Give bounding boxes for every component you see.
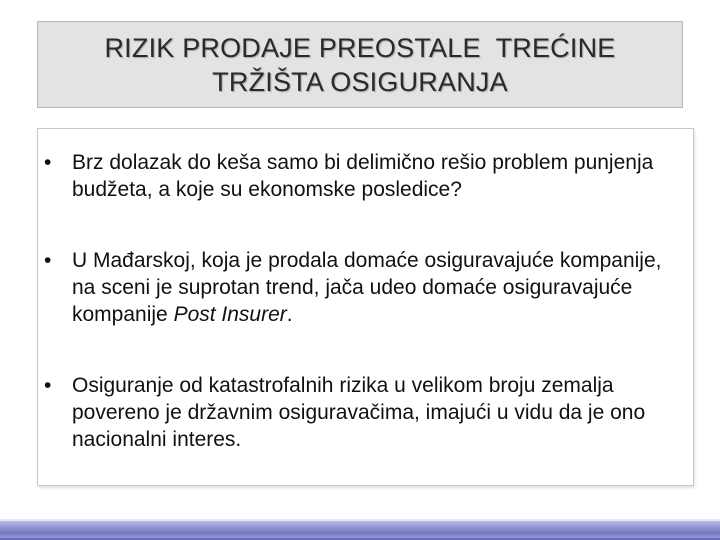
bullet-item: [38, 149, 678, 203]
bullet-dot-icon: •: [44, 151, 52, 174]
slide-title-line-1: RIZIK PRODAJE PREOSTALE TREĆINE: [104, 32, 616, 63]
bullet-text-part: .: [286, 303, 293, 326]
bullet-text: Brz dolazak do keša samo bi delimično rešio problem punjenja budžeta, a koje su ekonomske posledice?: [72, 151, 654, 201]
bullet-item: [38, 247, 678, 328]
bullet-dot-icon: •: [44, 249, 52, 272]
company-name-emphasis: Post Insurer: [173, 303, 287, 326]
bullet-text-part: U Mađarskoj, koja je prodala domaće osiguravajuće kompanije, na sceni je suprotan trend, jača udeo domaće osiguravajuće kompanije: [72, 249, 662, 326]
bullet-text: Osiguranje od katastrofalnih rizika u velikom broju zemalja povereno je državnim osiguravačima, imajući u vidu da je ono nacionalni interes.: [72, 374, 646, 451]
slide-title: [37, 21, 683, 108]
footer-decorative-bar: [0, 519, 720, 540]
slide-title-line-2: TRŽIŠTA OSIGURANJA: [212, 66, 508, 97]
bullet-item: [38, 372, 678, 453]
content-panel: [37, 128, 694, 486]
bullet-dot-icon: •: [44, 374, 52, 397]
bullet-text: [72, 247, 678, 328]
